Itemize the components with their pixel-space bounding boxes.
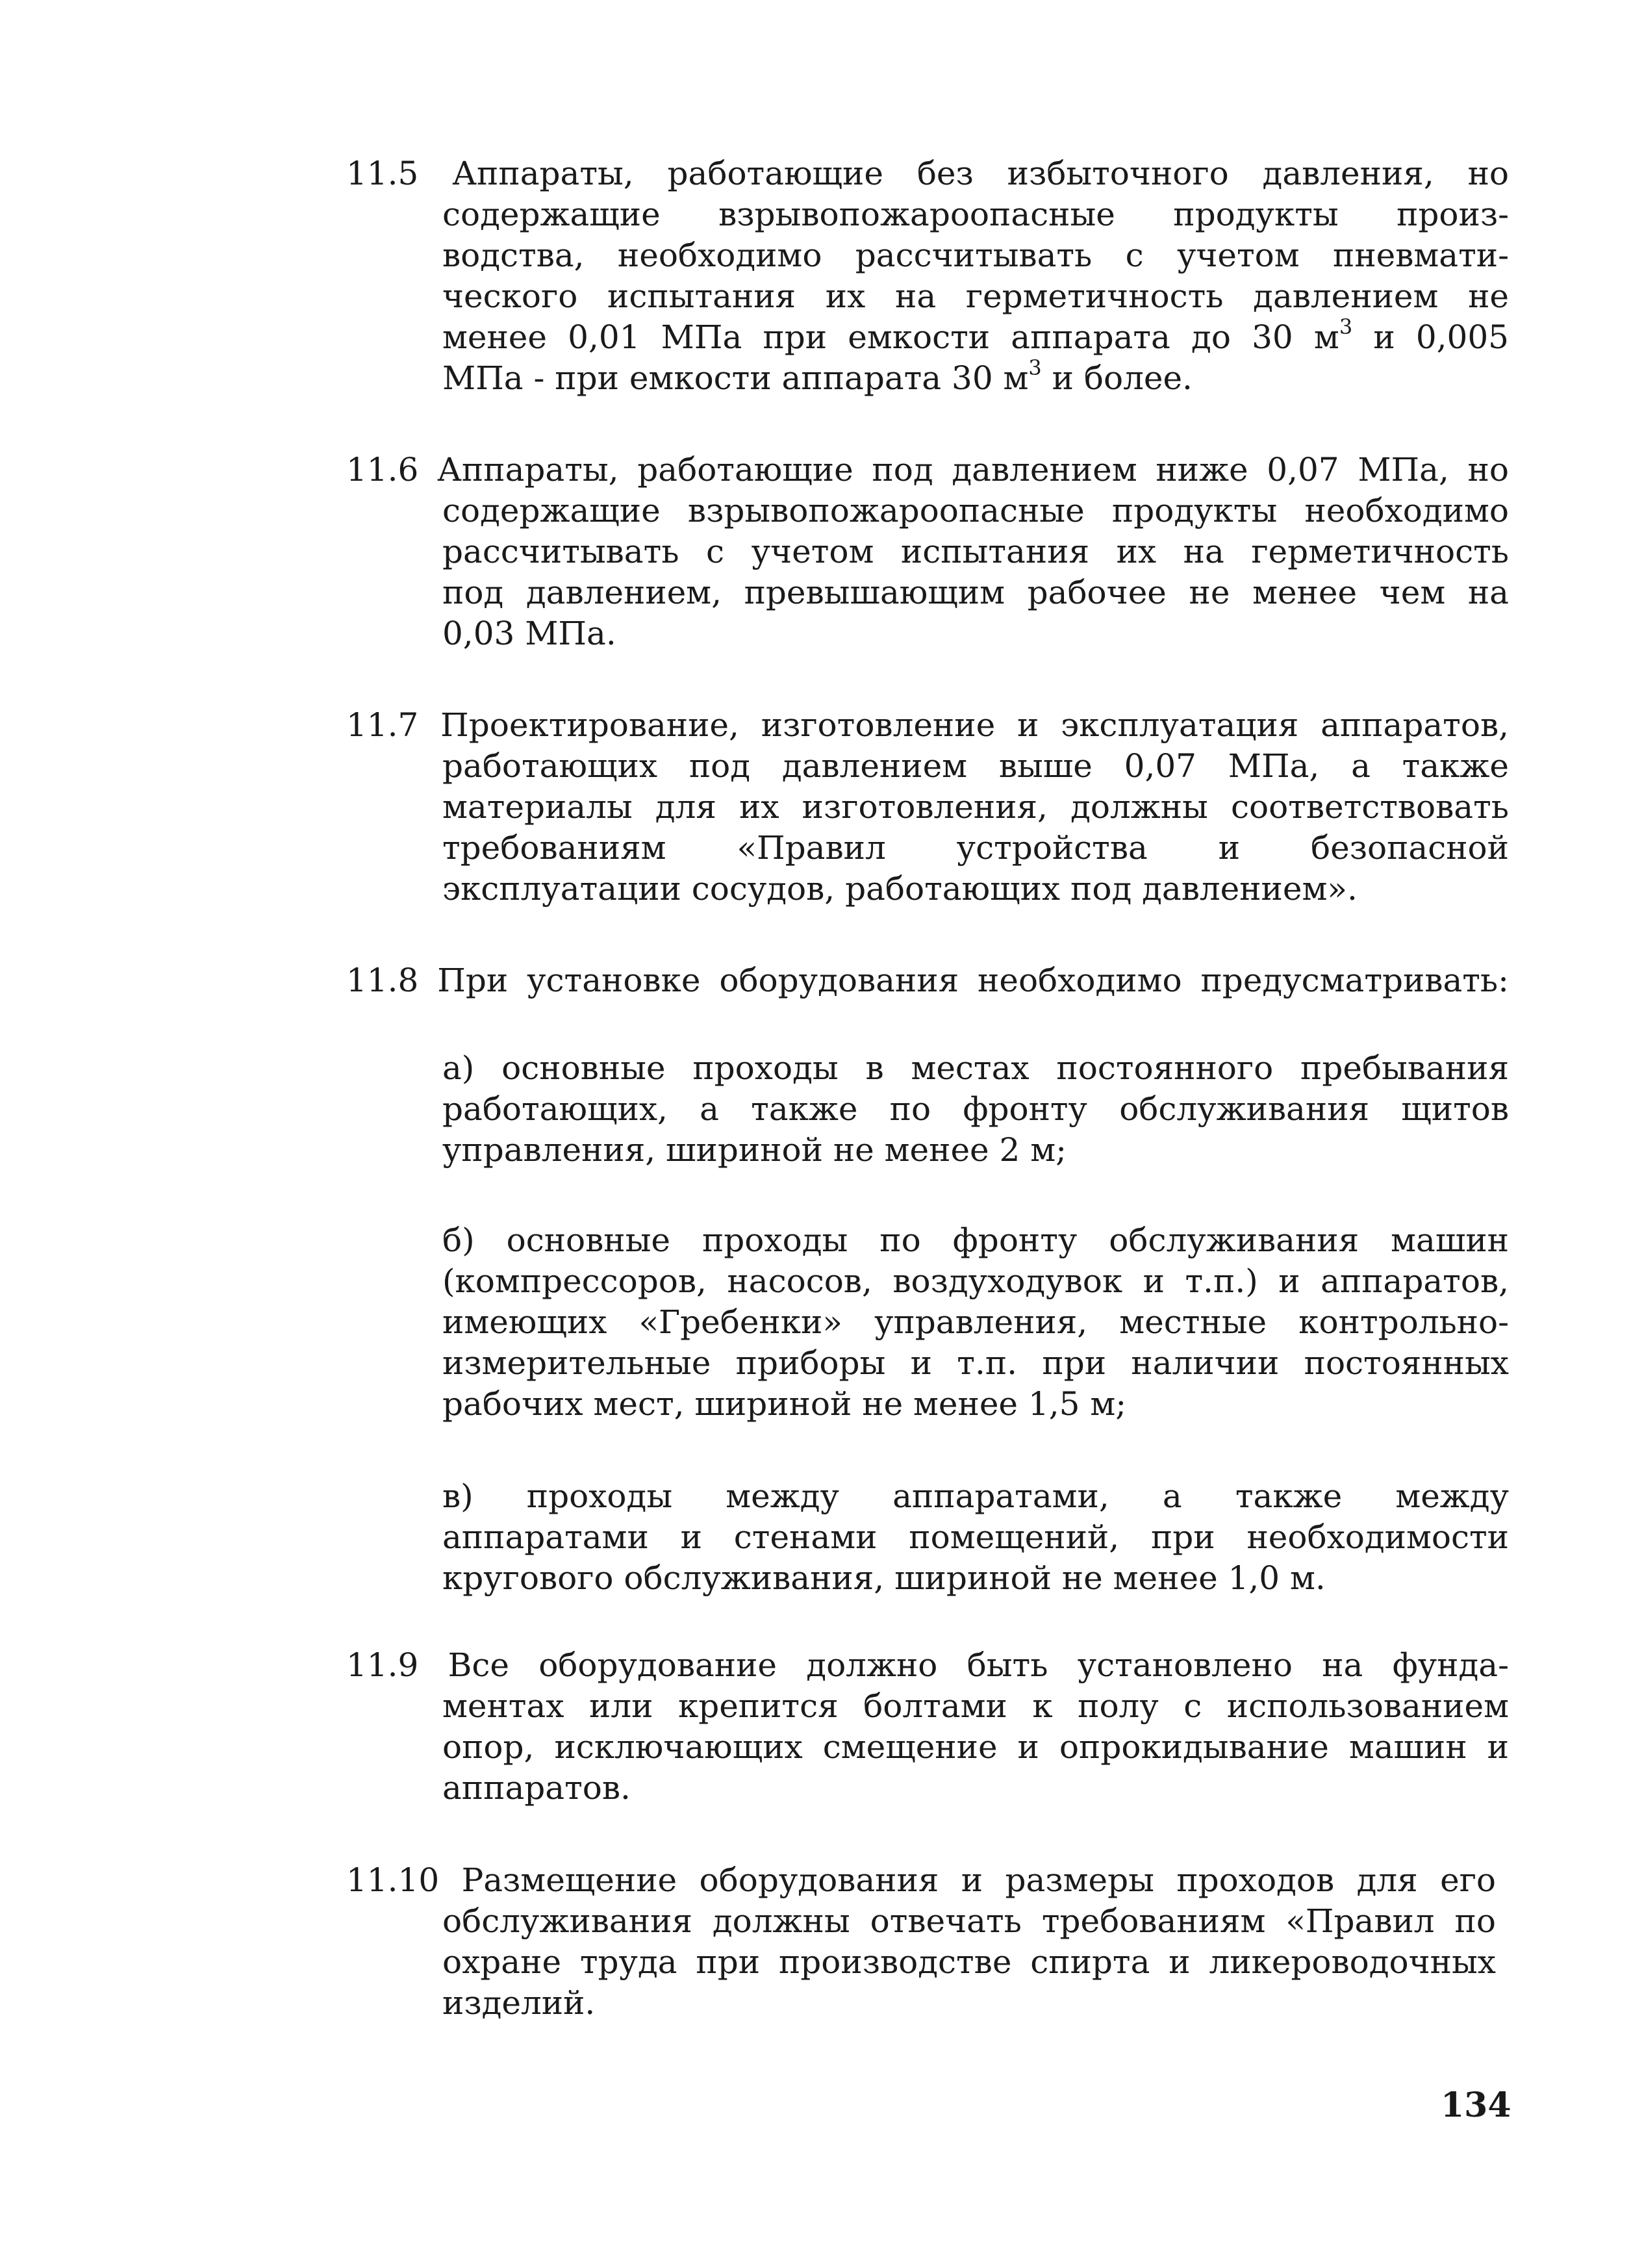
paragraph-line: эксплуатации сосудов, работающих под давлением». — [442, 870, 1358, 908]
paragraph-line: (компрессоров, насосов, воздуходувок и т.п.) и аппаратов, — [442, 1262, 1509, 1300]
paragraph-line: требованиям «Правил устройства и безопасной — [442, 829, 1509, 867]
paragraph-line: 11.10 Размещение оборудования и размеры проходов для его — [346, 1861, 1496, 1899]
paragraph-11-10 — [346, 1860, 1496, 2024]
paragraph-line: имеющих «Гребенки» управления, местные контрольно- — [442, 1303, 1509, 1341]
paragraph-line: охране труда при производстве спирта и ликероводочных — [442, 1943, 1496, 1981]
paragraph-line: кругового обслуживания, шириной не менее 1,0 м. — [442, 1559, 1326, 1597]
paragraph-11-5 — [346, 153, 1509, 399]
list-item-a — [442, 1048, 1509, 1171]
paragraph-line: опор, исключающих смещение и опрокидывание машин и — [442, 1728, 1509, 1766]
paragraph-line: рассчитывать с учетом испытания их на герметичность — [442, 533, 1509, 570]
paragraph-line: изделий. — [442, 1984, 596, 2022]
paragraph-line: содержащие взрывопожароопасные продукты необходимо — [442, 492, 1509, 529]
paragraph-line: материалы для их изготовления, должны соответствовать — [442, 788, 1509, 826]
paragraph-line: в) проходы между аппаратами, а также между — [442, 1477, 1509, 1515]
paragraph-line: работающих под давлением выше 0,07 МПа, а также — [442, 747, 1509, 785]
paragraph-line: 11.5 Аппараты, работающие без избыточного давления, но — [346, 155, 1509, 192]
list-item-c — [442, 1476, 1509, 1599]
paragraph-line: аппаратами и стенами помещений, при необходимости — [442, 1518, 1509, 1556]
paragraph-line: 11.6 Аппараты, работающие под давлением ниже 0,07 МПа, но — [346, 451, 1509, 489]
paragraph-line: 11.8 При установке оборудования необходимо предусматривать: — [346, 962, 1509, 999]
line-text: МПа - при емкости аппарата 30 м — [442, 359, 1029, 397]
paragraph-line: под давлением, превышающим рабочее не менее чем на — [442, 574, 1509, 611]
superscript: 3 — [1028, 355, 1042, 380]
paragraph-line: рабочих мест, шириной не менее 1,5 м; — [442, 1385, 1127, 1423]
paragraph-line — [346, 355, 1509, 399]
paragraph-line: 11.7 Проектирование, изготовление и эксплуатация аппаратов, — [346, 706, 1509, 744]
paragraph-11-7 — [346, 705, 1509, 910]
paragraph-line: обслуживания должны отвечать требованиям «Правил по — [442, 1902, 1496, 1940]
page-number: 134 — [1441, 2085, 1511, 2125]
paragraph-line: 0,03 МПа. — [442, 615, 616, 652]
paragraph-line: работающих, а также по фронту обслуживания щитов — [442, 1090, 1509, 1128]
paragraph-line: а) основные проходы в местах постоянного пребывания — [442, 1049, 1509, 1087]
paragraph-line: аппаратов. — [442, 1769, 631, 1807]
paragraph-line: измерительные приборы и т.п. при наличии постоянных — [442, 1344, 1509, 1382]
list-item-b — [442, 1220, 1509, 1425]
paragraph-line: б) основные проходы по фронту обслуживания машин — [442, 1221, 1509, 1259]
line-text: менее 0,01 МПа при емкости аппарата до 30 м — [442, 318, 1339, 356]
paragraph-line — [346, 314, 1509, 358]
line-text: и 0,005 — [1352, 318, 1509, 356]
paragraph-11-9 — [346, 1645, 1509, 1809]
paragraph-line: ментах или крепится болтами к полу с использованием — [442, 1687, 1509, 1725]
line-text: и более. — [1041, 359, 1193, 397]
paragraph-11-6 — [346, 450, 1509, 654]
superscript: 3 — [1339, 314, 1353, 339]
paragraph-line: управления, шириной не менее 2 м; — [442, 1131, 1067, 1169]
paragraph-line: ческого испытания их на герметичность давлением не — [442, 277, 1509, 315]
paragraph-line: 11.9 Все оборудование должно быть установлено на фунда- — [346, 1646, 1509, 1684]
paragraph-11-8 — [346, 960, 1509, 1001]
paragraph-line: содержащие взрывопожароопасные продукты произ- — [442, 196, 1509, 233]
paragraph-line: водства, необходимо рассчитывать с учетом пневмати- — [442, 236, 1509, 274]
